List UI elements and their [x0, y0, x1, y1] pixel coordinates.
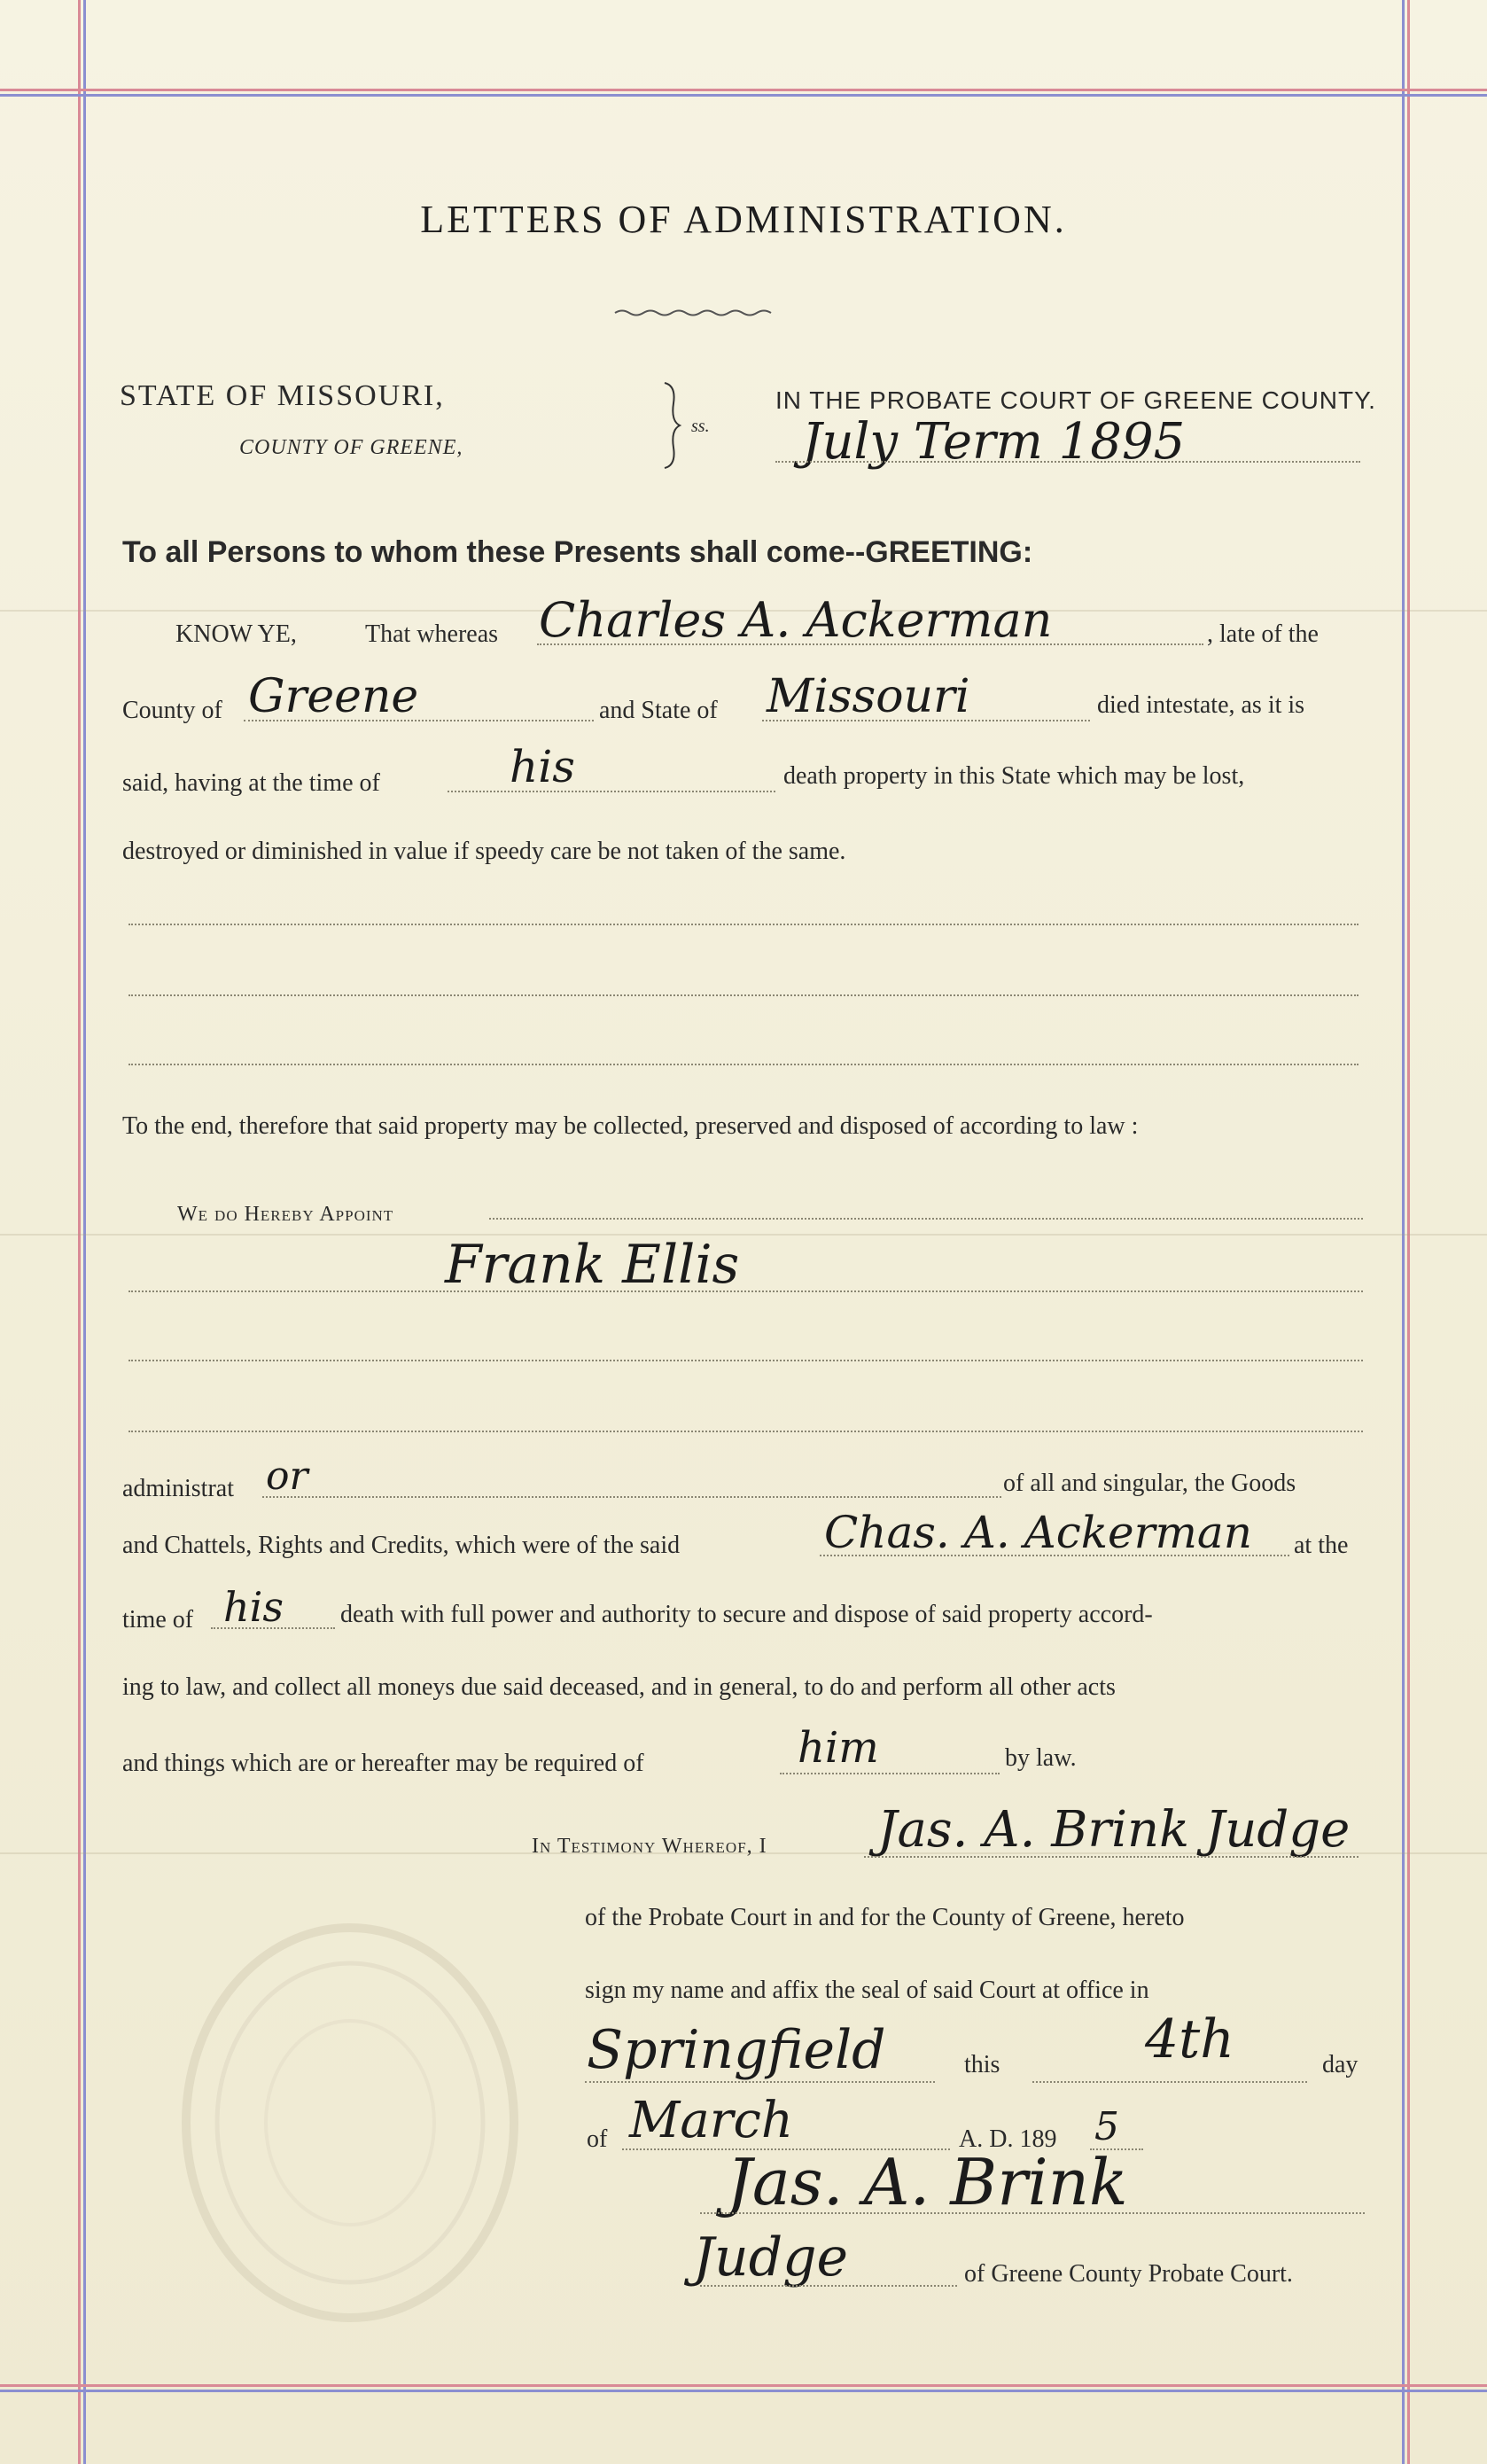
- died-intestate: died intestate, as it is: [1097, 691, 1305, 719]
- greeting-line: To all Persons to whom these Presents shall come--GREETING:: [122, 535, 1033, 569]
- court-of-label: of Greene County Probate Court.: [964, 2260, 1293, 2288]
- administrator-suffix-handwritten: or: [266, 1454, 308, 1499]
- and-things-line: and things which are or hereafter may be required of: [122, 1750, 644, 1777]
- fill-line: [762, 720, 1090, 721]
- bottom-margin-rule-red: [0, 2384, 1487, 2387]
- administrator-name-handwritten: Frank Ellis: [445, 1234, 740, 1296]
- ing-to-law-line: ing to law, and collect all moneys due said deceased, and in general, to do and perform all other acts: [122, 1673, 1116, 1701]
- know-ye: KNOW YE,: [175, 620, 297, 648]
- this-label: this: [964, 2051, 1000, 2078]
- pronoun-handwritten: his: [510, 741, 575, 792]
- testimony-line-1: of the Probate Court in and for the County of Greene, hereto: [585, 1904, 1185, 1931]
- blank-line: [128, 924, 1359, 925]
- death-with-line: death with full power and authority to secure and dispose of said property accord-: [340, 1601, 1153, 1628]
- title-handwritten: Judge: [693, 2226, 849, 2289]
- top-margin-rule-red: [0, 89, 1487, 91]
- judge-signature: Jas. A. Brink: [727, 2145, 1128, 2219]
- day-label: day: [1322, 2051, 1359, 2078]
- blank-line: [128, 1431, 1363, 1432]
- left-margin-rule-blue: [83, 0, 86, 2464]
- administrat-prefix: administrat: [122, 1475, 234, 1502]
- place-handwritten: Springfield: [587, 2019, 886, 2081]
- county-handwritten: Greene: [248, 670, 419, 723]
- said-having: said, having at the time of: [122, 769, 380, 797]
- of-label: of: [587, 2125, 608, 2153]
- fill-line: [820, 1555, 1289, 1556]
- deceased-name-handwritten: Charles A. Ackerman: [539, 592, 1053, 648]
- fill-line: [537, 643, 1203, 645]
- fill-line: [585, 2081, 935, 2083]
- fill-line: [864, 1856, 1359, 1858]
- death-property: death property in this State which may be lost,: [783, 762, 1245, 790]
- judge-handwritten: Jas. A. Brink Judge: [877, 1801, 1351, 1859]
- deceased-short-handwritten: Chas. A. Ackerman: [824, 1507, 1252, 1558]
- ad-label: A. D. 189: [959, 2125, 1057, 2153]
- ss-label: ss.: [691, 417, 710, 436]
- chattels-line: and Chattels, Rights and Credits, which were of the said: [122, 1532, 681, 1559]
- ornament-divider: [613, 308, 773, 317]
- fold-crease: [0, 1234, 1487, 1236]
- fill-line: [700, 2285, 957, 2287]
- testimony-label: In Testimony Whereof, I: [532, 1835, 767, 1858]
- destroyed-line: destroyed or diminished in value if speedy care be not taken of the same.: [122, 838, 846, 865]
- fill-line: [780, 1773, 1000, 1774]
- blank-line: [128, 994, 1359, 996]
- fill-line: [211, 1627, 335, 1629]
- fill-line: [128, 1290, 1363, 1292]
- at-the: at the: [1294, 1532, 1349, 1559]
- late-of-the: , late of the: [1207, 620, 1319, 648]
- that-whereas: That whereas: [365, 620, 499, 648]
- signature-line: [700, 2212, 1365, 2214]
- top-margin-rule-blue: [0, 94, 1487, 97]
- day-value-handwritten: 4th: [1145, 2008, 1234, 2070]
- of-all-singular: of all and singular, the Goods: [1003, 1470, 1296, 1497]
- fill-line: [489, 1218, 1363, 1220]
- fill-line: [244, 720, 594, 721]
- pronoun-handwritten-3: him: [798, 1723, 879, 1773]
- month-handwritten: March: [629, 2092, 793, 2149]
- blank-line: [128, 1360, 1363, 1361]
- by-law: by law.: [1005, 1744, 1077, 1772]
- embossed-seal: [173, 1914, 527, 2331]
- bottom-margin-rule-blue: [0, 2390, 1487, 2392]
- year-digit-handwritten: 5: [1094, 2104, 1119, 2149]
- and-state-of: and State of: [599, 697, 718, 724]
- left-margin-rule-red: [78, 0, 81, 2464]
- document-title: LETTERS OF ADMINISTRATION.: [420, 198, 1067, 241]
- court-label: IN THE PROBATE COURT OF GREENE COUNTY.: [775, 386, 1376, 414]
- right-margin-rule-red: [1407, 0, 1410, 2464]
- fill-line: [262, 1496, 1001, 1498]
- time-of: time of: [122, 1606, 194, 1634]
- state-label: STATE OF MISSOURI,: [120, 379, 445, 412]
- pronoun-handwritten-2: his: [223, 1583, 284, 1631]
- to-the-end-line: To the end, therefore that said property may be collected, preserved and disposed of according to law :: [122, 1112, 1139, 1140]
- term-line: [775, 461, 1360, 463]
- appoint-label: We do Hereby Appoint: [177, 1203, 394, 1226]
- term-handwritten: July Term 1895: [802, 413, 1186, 471]
- county-of: County of: [122, 697, 222, 724]
- testimony-line-2: sign my name and affix the seal of said Court at office in: [585, 1977, 1149, 2004]
- bracket-brace: [660, 381, 687, 470]
- fill-line: [1032, 2081, 1307, 2083]
- county-label: COUNTY OF GREENE,: [239, 436, 463, 459]
- blank-line: [128, 1064, 1359, 1065]
- right-margin-rule-blue: [1402, 0, 1405, 2464]
- fill-line: [448, 791, 775, 792]
- state-handwritten: Missouri: [767, 670, 970, 723]
